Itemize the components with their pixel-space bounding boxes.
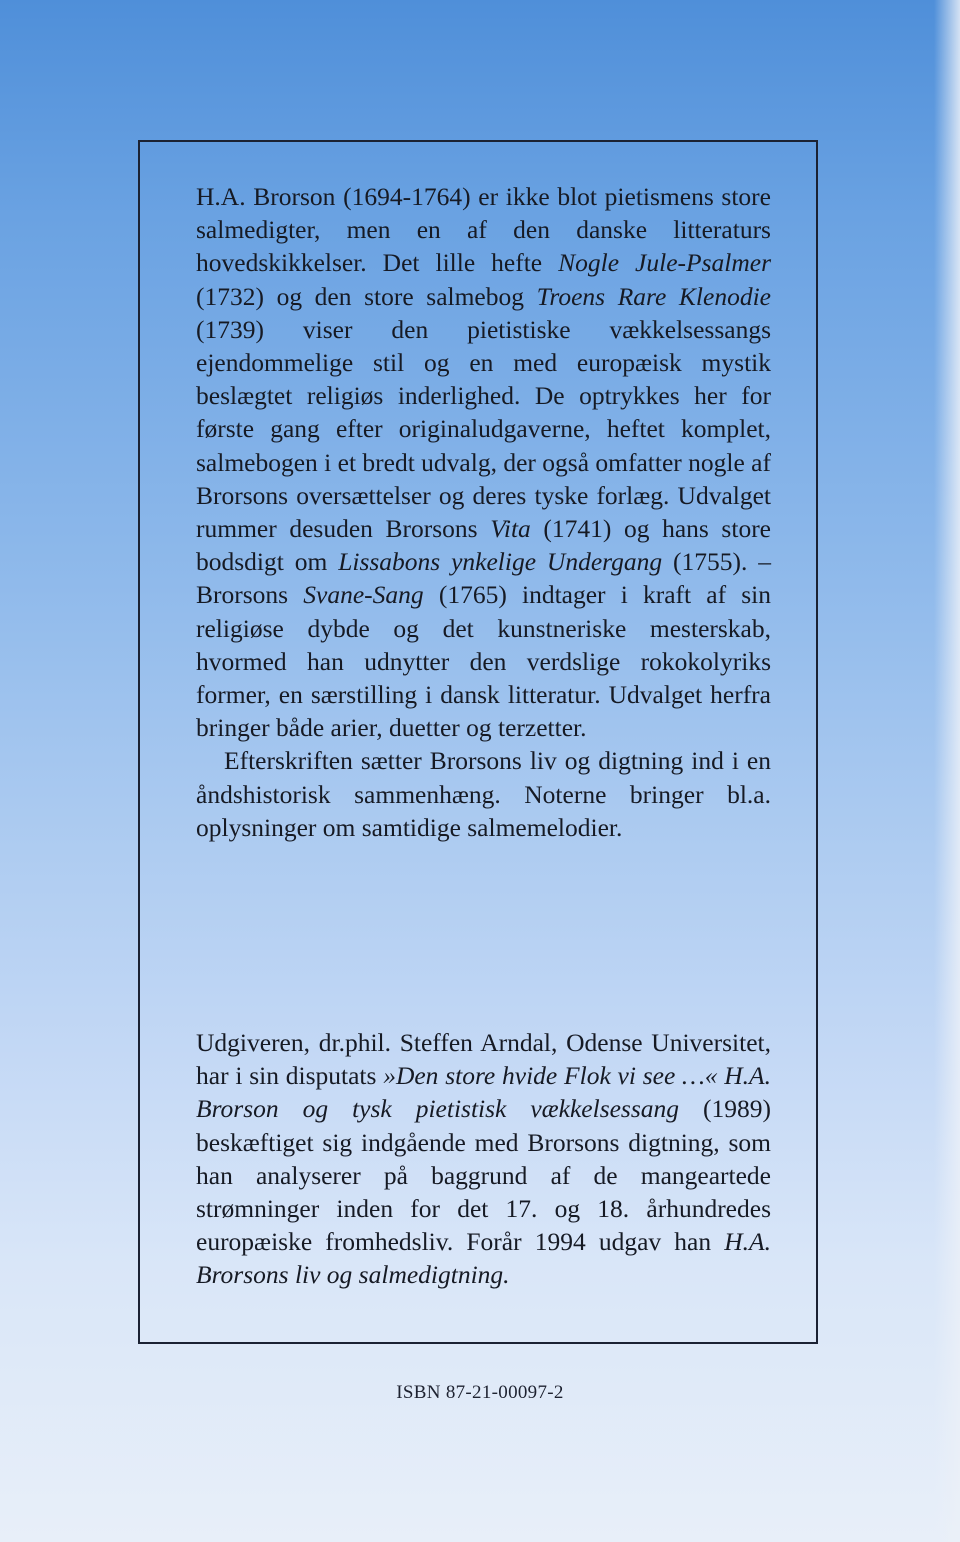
italic-title-run: Nogle Jule-Psalmer — [558, 248, 771, 278]
description-paragraph-2: Efterskriften sætter Brorsons liv og digtning ind i en åndshistorisk sammenhæng. Noterne bringer bl.a. oplysninger om samtidige salmemelodier. — [196, 746, 771, 842]
editor-bio-paragraph — [196, 1026, 771, 1292]
isbn-number: ISBN 87-21-00097-2 — [396, 1382, 564, 1403]
text-run: H.A. Brorson (1694-1764) er ikke blot pietismens store salmedigter, men en af den danske litteraturs hovedskikkelser. Det lille hefte — [196, 182, 771, 278]
italic-title-run: »Den store hvide Flok vi see …« H.A. Brorson og tysk pietistisk vækkelsessang — [196, 1061, 771, 1124]
editor-bio-block — [196, 1026, 771, 1292]
text-run: (1741) og hans store bodsdigt om — [196, 514, 772, 577]
text-run: Udgiveren, dr.phil. Steffen Arndal, Odense Universitet, har i sin disputats — [196, 1028, 771, 1091]
description-paragraph-1 — [196, 180, 771, 744]
italic-title-run: Svane-Sang — [303, 580, 424, 610]
description-block — [196, 180, 771, 844]
italic-title-run: Vita — [490, 514, 531, 544]
text-run: (1989) beskæftiget sig indgående med Brorsons digtning, som han analyserer på baggrund af de mangeartede strømninger inden for det 17. og 18. århundredes europæiske fromhedsliv. Forår 1994 udgav han — [196, 1094, 771, 1257]
italic-title-run: Troens Rare Klenodie — [536, 281, 771, 311]
italic-title-run: Lissabons ynkelige Undergang — [338, 547, 663, 577]
text-run: (1739) viser den pietistiske vækkelsessangs ejendommelige stil og en med europæisk mystik beslægtet religiøs inderlighed. De optrykkes her for første gang efter originaludgaverne, heftet komplet, salmebogen i et bredt udvalg, der også omfatter nogle af Brorsons oversættelser og deres tyske forlæg. Udvalget rummer desuden Brorsons — [196, 314, 771, 544]
italic-title-run: H.A. Brorsons liv og salmedigtning. — [196, 1227, 771, 1290]
text-run: (1755). – Brorsons — [196, 547, 771, 610]
text-run: (1732) og den store salmebog — [196, 281, 537, 311]
text-run: (1765) indtager i kraft af sin religiøse dybde og det kunstneriske mesterskab, hvormed han udnytter den verdslige rokokolyriks former, en særstilling i dansk litteratur. Udvalget herfra bringer både arier, duetter og terzetter. — [196, 580, 771, 743]
